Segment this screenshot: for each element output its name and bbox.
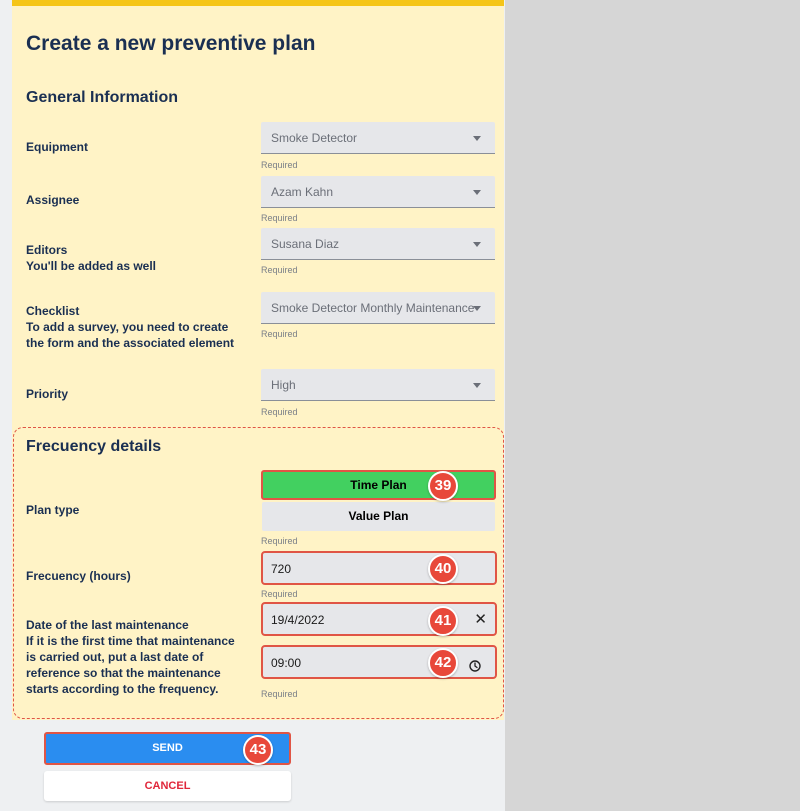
chevron-down-icon	[473, 242, 481, 247]
equipment-label-text: Equipment	[26, 140, 88, 154]
priority-hint: Required	[261, 407, 298, 417]
editors-select[interactable]	[261, 228, 495, 260]
chevron-down-icon	[473, 136, 481, 141]
assignee-hint: Required	[261, 213, 298, 223]
frequency-hours-label	[26, 568, 131, 584]
accent-bar	[12, 0, 504, 6]
editors-label	[26, 242, 156, 274]
send-button[interactable]: SEND	[44, 732, 291, 765]
equipment-hint: Required	[261, 160, 298, 170]
last-maintenance-label	[26, 617, 235, 697]
frequency-hours-label-text: Frecuency (hours)	[26, 569, 131, 583]
frequency-hours-value: 720	[271, 562, 292, 576]
chevron-down-icon	[473, 383, 481, 388]
equipment-select[interactable]	[261, 122, 495, 154]
plan-type-label-text: Plan type	[26, 503, 80, 517]
step-badge-43: 43	[243, 735, 273, 765]
clock-icon[interactable]	[469, 657, 481, 676]
last-maintenance-date-value: 19/4/2022	[271, 613, 325, 627]
assignee-value: Azam Kahn	[271, 185, 334, 199]
step-badge-42: 42	[428, 648, 458, 678]
step-badge-39: 39	[428, 471, 458, 501]
editors-label-text: Editors	[26, 243, 68, 257]
last-maintenance-hint: Required	[261, 689, 298, 699]
priority-label-text: Priority	[26, 387, 69, 401]
cancel-button[interactable]: CANCEL	[44, 771, 291, 801]
editors-sublabel: You'll be added as well	[26, 259, 156, 273]
last-maintenance-desc-2: is carried out, put a last date of	[26, 650, 204, 664]
checklist-value: Smoke Detector Monthly Maintenance	[271, 301, 475, 315]
checklist-label-text: Checklist	[26, 304, 80, 318]
last-maintenance-desc-3: reference so that the maintenance	[26, 666, 221, 680]
last-maintenance-desc-1: If it is the first time that maintenance	[26, 634, 235, 648]
checklist-select[interactable]	[261, 292, 495, 324]
plan-type-label	[26, 502, 79, 518]
frequency-hours-input[interactable]	[261, 551, 497, 585]
step-badge-40: 40	[428, 554, 458, 584]
editors-value: Susana Diaz	[271, 237, 340, 251]
editors-hint: Required	[261, 265, 298, 275]
plan-type-hint: Required	[261, 536, 298, 546]
close-icon[interactable]: ✕	[474, 610, 487, 628]
checklist-label	[26, 303, 234, 351]
step-badge-41: 41	[428, 606, 458, 636]
empty-background-area	[505, 0, 800, 811]
assignee-label-text: Assignee	[26, 193, 80, 207]
last-maintenance-time-input[interactable]	[261, 645, 497, 679]
priority-label	[26, 386, 68, 402]
priority-value: High	[271, 378, 296, 392]
frequency-hours-hint: Required	[261, 589, 298, 599]
general-information-heading: General Information	[26, 89, 179, 106]
page-title: Create a new preventive plan	[26, 32, 316, 55]
frequency-details-heading: Frecuency details	[26, 438, 162, 455]
time-plan-button[interactable]: Time Plan	[261, 470, 496, 500]
assignee-label	[26, 192, 79, 208]
last-maintenance-time-value: 09:00	[271, 656, 302, 670]
priority-select[interactable]	[261, 369, 495, 401]
chevron-down-icon	[473, 306, 481, 311]
last-maintenance-label-text: Date of the last maintenance	[26, 618, 189, 632]
value-plan-button[interactable]: Value Plan	[262, 502, 495, 531]
last-maintenance-desc-4: starts according to the frequency.	[26, 682, 219, 696]
checklist-hint: Required	[261, 329, 298, 339]
chevron-down-icon	[473, 190, 481, 195]
last-maintenance-date-input[interactable]	[261, 602, 497, 636]
equipment-label	[26, 139, 88, 155]
checklist-sublabel-2: the form and the associated element	[26, 336, 235, 350]
checklist-sublabel-1: To add a survey, you need to create	[26, 320, 229, 334]
equipment-value: Smoke Detector	[271, 131, 358, 145]
assignee-select[interactable]	[261, 176, 495, 208]
